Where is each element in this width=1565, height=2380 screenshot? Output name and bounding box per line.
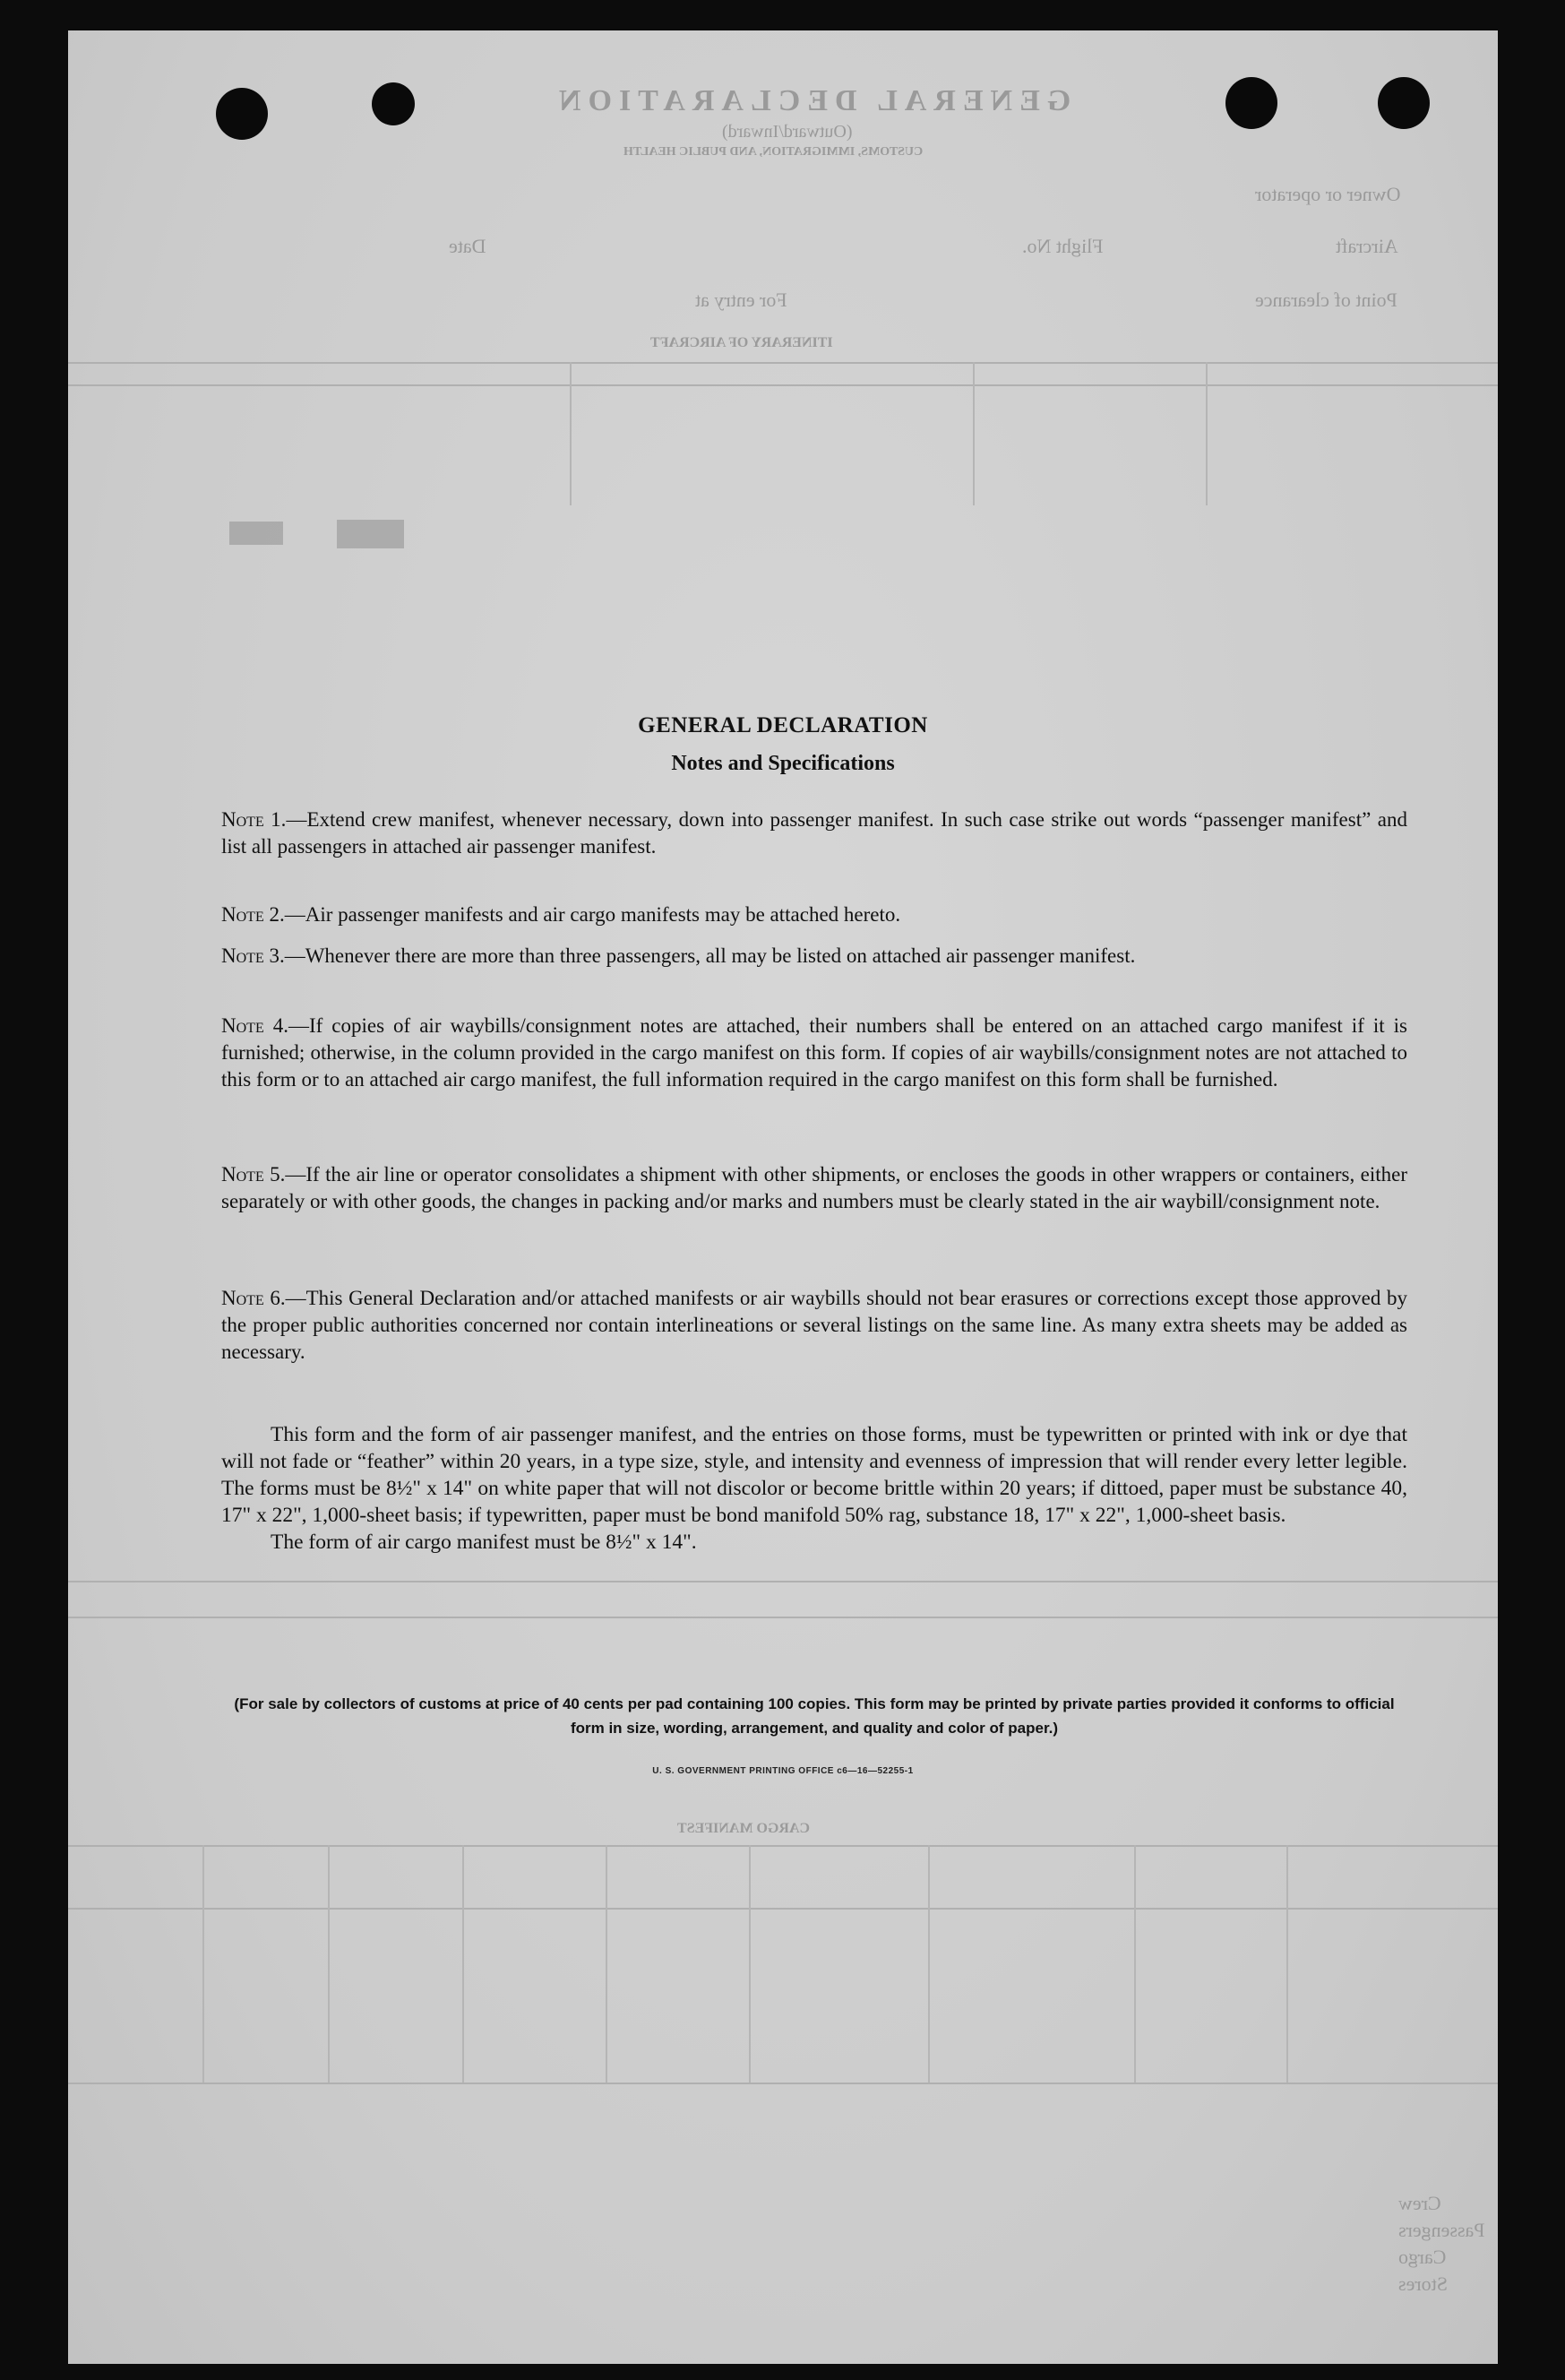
reverse-header: GENERAL DECLARATION [552, 84, 1071, 117]
reverse-rule [202, 1845, 204, 2082]
note-2 [221, 901, 1407, 928]
cargo-manifest-size: The form of air cargo manifest must be 8½" x 14". [271, 1531, 697, 1554]
document-sheet [68, 30, 1498, 2364]
reverse-header-sub: (Outward/Inward) [722, 122, 853, 142]
reverse-rule [68, 1581, 1498, 1582]
requirements-paragraph: This form and the form of air passenger manifest, and the entries on those forms, must be typewritten or printed with ink or dye that will not fade or “feather” within 20 years, in a type size, style, and intensity and evenness of impression that will render every letter legible. The forms must be 8½" x 14" on white paper that will not discolor or become brittle within 20 years; if dittoed, paper must be substance 40, 17" x 22", 1,000-sheet basis; if typewritten, paper must be bond manifold 50% rag, substance 18, 17" x 22", 1,000-sheet basis. [221, 1423, 1407, 1527]
reverse-flight-label: Flight No. [1022, 235, 1104, 257]
note-5 [221, 1161, 1407, 1215]
punch-hole [372, 82, 415, 125]
reverse-route-label: ITINERARY OF AIRCRAFT [650, 335, 833, 350]
reverse-passengers-label: Passengers [1398, 2219, 1485, 2241]
reverse-cargo-row-label: Cargo [1398, 2246, 1447, 2268]
reverse-rule [68, 1845, 1498, 1847]
reverse-aircraft-label: Aircraft [1336, 235, 1398, 257]
reverse-rule [1286, 1845, 1288, 2082]
reverse-stamp-mark [229, 522, 283, 545]
note-text: —If copies of air waybills/consignment notes are attached, their numbers shall be entered on an attached cargo manifest if it is furnished; otherwise, in the column provided in the cargo manifest on this form. If copies of air waybills/consignment notes are not attached to this form or to an attached air cargo manifest, the full information required in the cargo manifest on this form shall be furnished. [221, 1014, 1407, 1091]
reverse-rule [973, 362, 975, 505]
reverse-stores-label: Stores [1398, 2272, 1448, 2295]
reverse-stamp-mark [337, 520, 404, 548]
reverse-rule [68, 2082, 1498, 2084]
reverse-point-label: Point of clearance [1255, 289, 1397, 311]
reverse-rule [1134, 1845, 1136, 2082]
reverse-rule [68, 1617, 1498, 1618]
reverse-agency: CUSTOMS, IMMIGRATION, AND PUBLIC HEALTH [623, 145, 924, 159]
note-text: —Whenever there are more than three passengers, all may be listed on attached air passenger manifest. [284, 944, 1136, 967]
note-4 [221, 1013, 1407, 1093]
reverse-rule [68, 384, 1498, 386]
note-label: Note 6. [221, 1287, 286, 1309]
reverse-owner-label: Owner or operator [1255, 183, 1401, 205]
reverse-rule [570, 362, 572, 505]
note-1 [221, 806, 1407, 860]
note-3 [221, 943, 1407, 970]
reverse-rule [462, 1845, 464, 2082]
reverse-rule [606, 1845, 607, 2082]
note-text: —If the air line or operator consolidates a shipment with other shipments, or encloses the goods in other wrappers or containers, either separately or with other goods, the changes in packing and/or marks and numbers must be clearly stated in the air waybill/consignment note. [221, 1163, 1407, 1212]
note-label: Note 1. [221, 808, 287, 831]
page-title: GENERAL DECLARATION [638, 713, 928, 737]
note-label: Note 5. [221, 1163, 286, 1186]
sale-notice: (For sale by collectors of customs at price of 40 cents per pad containing 100 copies. This form may be printed by private parties provided it conforms to official form in size, wording, arrangement, and quality and color of paper.) [234, 1695, 1395, 1737]
note-text: —This General Declaration and/or attached manifests or air waybills should not bear erasures or corrections except those approved by the proper public authorities concerned nor contain interlineations or several listings on the same line. As many extra sheets may be added as necessary. [221, 1287, 1408, 1363]
page-subtitle: Notes and Specifications [671, 752, 895, 775]
note-label: Note 4. [221, 1014, 288, 1037]
reverse-rule [749, 1845, 751, 2082]
reverse-entry-label: For entry at [695, 289, 787, 311]
punch-hole [1225, 77, 1277, 129]
form-requirements [221, 1421, 1407, 1556]
note-text: —Air passenger manifests and air cargo manifests may be attached hereto. [284, 903, 901, 926]
reverse-cargo-label: CARGO MANIFEST [677, 1821, 811, 1836]
note-6 [221, 1285, 1407, 1366]
reverse-rule [68, 362, 1498, 364]
note-label: Note 3. [221, 944, 285, 967]
reverse-rule [328, 1845, 330, 2082]
punch-hole [216, 88, 268, 140]
reverse-rule [1206, 362, 1208, 505]
punch-hole [1378, 77, 1430, 129]
reverse-crew-label: Crew [1398, 2192, 1441, 2214]
reverse-date-label: Date [449, 235, 486, 257]
note-text: —Extend crew manifest, whenever necessary, down into passenger manifest. In such case strike out words “passenger manifest” and list all passengers in attached air passenger manifest. [221, 808, 1407, 858]
reverse-rule [928, 1845, 930, 2082]
printer-line: U. S. GOVERNMENT PRINTING OFFICE c6—16—52255-1 [652, 1766, 914, 1776]
note-label: Note 2. [221, 903, 285, 926]
reverse-rule [68, 1908, 1498, 1910]
